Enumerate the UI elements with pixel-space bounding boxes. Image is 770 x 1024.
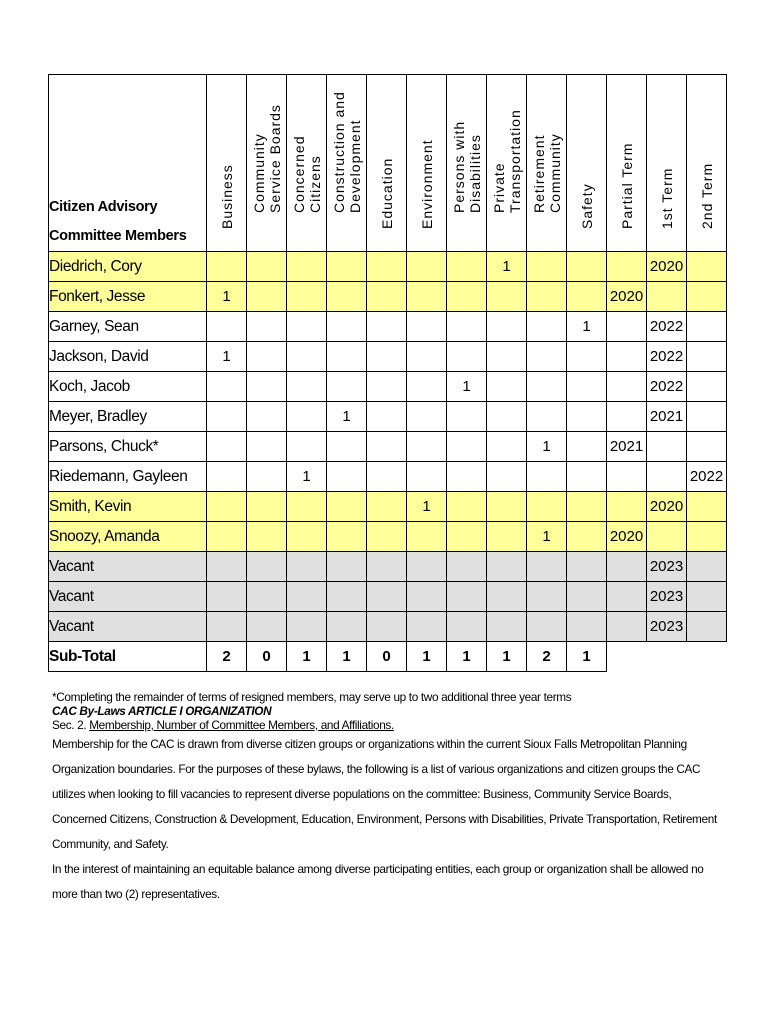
member-cell bbox=[407, 342, 447, 372]
member-cell bbox=[407, 462, 447, 492]
member-cell bbox=[247, 432, 287, 462]
member-cell bbox=[607, 552, 647, 582]
member-cell bbox=[287, 582, 327, 612]
member-name: Koch, Jacob bbox=[49, 372, 207, 402]
member-cell: 2022 bbox=[687, 462, 727, 492]
member-cell bbox=[407, 552, 447, 582]
member-cell bbox=[527, 582, 567, 612]
member-name: Fonkert, Jesse bbox=[49, 282, 207, 312]
table-header-row bbox=[49, 75, 727, 252]
member-cell bbox=[327, 372, 367, 402]
member-cell bbox=[687, 522, 727, 552]
member-cell bbox=[527, 252, 567, 282]
member-cell bbox=[287, 492, 327, 522]
column-header bbox=[327, 75, 367, 252]
subtotal-value: 1 bbox=[327, 642, 367, 672]
table-title-line2: Committee Members bbox=[49, 228, 187, 244]
member-cell bbox=[367, 522, 407, 552]
member-cell bbox=[327, 612, 367, 642]
member-cell bbox=[207, 582, 247, 612]
member-cell bbox=[207, 252, 247, 282]
column-header-text: Community bbox=[546, 133, 563, 213]
member-cell bbox=[287, 522, 327, 552]
section-prefix: Sec. 2. bbox=[52, 718, 90, 732]
member-name: Meyer, Bradley bbox=[49, 402, 207, 432]
column-header-text: Persons with bbox=[450, 120, 467, 213]
subtotal-value: 1 bbox=[567, 642, 607, 672]
column-header-label bbox=[291, 136, 323, 214]
column-header-label bbox=[219, 164, 235, 229]
member-cell bbox=[367, 372, 407, 402]
member-cell bbox=[367, 582, 407, 612]
footnote: *Completing the remainder of terms of resigned members, may serve up to two additional three year terms bbox=[52, 690, 572, 704]
member-cell bbox=[687, 342, 727, 372]
member-cell bbox=[207, 312, 247, 342]
column-header-text: Disabilities bbox=[466, 134, 483, 213]
member-cell bbox=[367, 432, 407, 462]
member-cell bbox=[527, 342, 567, 372]
member-cell bbox=[367, 402, 407, 432]
member-cell bbox=[447, 492, 487, 522]
member-cell bbox=[487, 612, 527, 642]
member-cell bbox=[407, 282, 447, 312]
column-header bbox=[567, 75, 607, 252]
member-cell bbox=[247, 492, 287, 522]
member-cell bbox=[647, 432, 687, 462]
column-header bbox=[287, 75, 327, 252]
member-cell: 1 bbox=[487, 252, 527, 282]
member-cell bbox=[567, 582, 607, 612]
member-cell bbox=[447, 252, 487, 282]
member-cell bbox=[367, 342, 407, 372]
member-cell bbox=[487, 402, 527, 432]
member-cell bbox=[327, 312, 367, 342]
member-cell bbox=[487, 432, 527, 462]
member-cell bbox=[327, 342, 367, 372]
column-header-text: Construction and bbox=[330, 91, 347, 213]
member-cell bbox=[607, 402, 647, 432]
column-header-text: Partial Term bbox=[618, 142, 635, 229]
member-cell bbox=[447, 582, 487, 612]
member-cell bbox=[367, 552, 407, 582]
member-cell: 2021 bbox=[647, 402, 687, 432]
member-cell bbox=[687, 552, 727, 582]
member-cell bbox=[247, 552, 287, 582]
member-cell bbox=[487, 462, 527, 492]
member-cell bbox=[447, 312, 487, 342]
subtotal-value: 1 bbox=[487, 642, 527, 672]
member-cell bbox=[207, 492, 247, 522]
column-header-label bbox=[659, 168, 675, 229]
member-cell bbox=[647, 282, 687, 312]
column-header bbox=[207, 75, 247, 252]
member-cell bbox=[247, 462, 287, 492]
column-header-label bbox=[331, 91, 363, 213]
member-cell bbox=[527, 312, 567, 342]
member-cell bbox=[687, 492, 727, 522]
member-cell bbox=[567, 252, 607, 282]
member-cell bbox=[327, 462, 367, 492]
member-cell: 2023 bbox=[647, 552, 687, 582]
member-cell bbox=[207, 432, 247, 462]
column-header-text: Education bbox=[378, 157, 395, 229]
subtotal-row bbox=[49, 642, 727, 672]
subtotal-value: 1 bbox=[407, 642, 447, 672]
column-header bbox=[487, 75, 527, 252]
member-row bbox=[49, 342, 727, 372]
member-row bbox=[49, 432, 727, 462]
table-title-line1: Citizen Advisory bbox=[49, 199, 158, 215]
member-cell bbox=[567, 282, 607, 312]
member-cell bbox=[407, 372, 447, 402]
member-cell: 1 bbox=[567, 312, 607, 342]
member-cell: 1 bbox=[327, 402, 367, 432]
member-cell bbox=[327, 492, 367, 522]
member-cell bbox=[327, 252, 367, 282]
member-cell bbox=[407, 612, 447, 642]
member-cell bbox=[207, 402, 247, 432]
member-cell bbox=[567, 522, 607, 552]
member-cell bbox=[567, 612, 607, 642]
member-cell bbox=[487, 522, 527, 552]
member-cell bbox=[527, 492, 567, 522]
member-cell bbox=[247, 372, 287, 402]
member-cell bbox=[407, 252, 447, 282]
column-header-text: Transportation bbox=[506, 109, 523, 213]
member-cell bbox=[207, 462, 247, 492]
member-cell bbox=[287, 252, 327, 282]
member-cell bbox=[447, 462, 487, 492]
member-cell bbox=[687, 402, 727, 432]
bylaws-notes bbox=[52, 690, 722, 907]
member-cell bbox=[327, 432, 367, 462]
member-row bbox=[49, 462, 727, 492]
member-row bbox=[49, 312, 727, 342]
member-cell bbox=[567, 432, 607, 462]
member-cell bbox=[327, 552, 367, 582]
member-name: Jackson, David bbox=[49, 342, 207, 372]
member-cell bbox=[607, 492, 647, 522]
member-cell bbox=[567, 552, 607, 582]
member-cell: 2022 bbox=[647, 342, 687, 372]
member-cell: 1 bbox=[207, 342, 247, 372]
member-cell bbox=[327, 522, 367, 552]
member-cell bbox=[287, 402, 327, 432]
member-cell bbox=[567, 462, 607, 492]
member-row bbox=[49, 552, 727, 582]
member-row bbox=[49, 522, 727, 552]
section-title: Membership, Number of Committee Members, and Affiliations. bbox=[89, 718, 394, 732]
member-row bbox=[49, 402, 727, 432]
member-cell bbox=[247, 312, 287, 342]
member-cell bbox=[607, 372, 647, 402]
member-cell bbox=[407, 582, 447, 612]
member-cell bbox=[447, 552, 487, 582]
member-cell bbox=[247, 612, 287, 642]
membership-paragraph: Membership for the CAC is drawn from diverse citizen groups or organizations within the current Sioux Falls Metropolitan Planning Organization boundaries. For the purposes of these bylaws, the following is a list of various organizations and citizen groups the CAC utilizes when looking to fill vacancies to represent diverse populations on the committee: Business, Community Service Boards, Concerned Citizens, Construction & Development, Education, Environment, Persons with Disabilities, Private Transportation, Retirement Community, and Safety. bbox=[52, 737, 717, 851]
column-header bbox=[367, 75, 407, 252]
column-header-label bbox=[531, 133, 563, 213]
member-cell: 1 bbox=[207, 282, 247, 312]
member-cell bbox=[367, 312, 407, 342]
committee-roster-table bbox=[48, 74, 727, 672]
member-cell bbox=[487, 582, 527, 612]
member-cell: 2021 bbox=[607, 432, 647, 462]
member-cell bbox=[687, 612, 727, 642]
member-cell bbox=[487, 342, 527, 372]
column-header-text: Service Boards bbox=[266, 104, 283, 213]
section-heading bbox=[52, 718, 722, 732]
member-cell: 2020 bbox=[607, 522, 647, 552]
member-cell bbox=[327, 282, 367, 312]
column-header bbox=[647, 75, 687, 252]
column-header-label bbox=[419, 139, 435, 229]
member-name: Smith, Kevin bbox=[49, 492, 207, 522]
member-cell bbox=[687, 432, 727, 462]
column-header-label bbox=[491, 109, 523, 213]
member-cell bbox=[207, 552, 247, 582]
member-cell bbox=[247, 342, 287, 372]
member-cell bbox=[207, 522, 247, 552]
member-cell bbox=[487, 492, 527, 522]
member-cell bbox=[607, 582, 647, 612]
member-cell bbox=[207, 612, 247, 642]
member-cell: 2023 bbox=[647, 612, 687, 642]
subtotal-value: 0 bbox=[367, 642, 407, 672]
member-cell bbox=[447, 612, 487, 642]
member-cell: 2020 bbox=[647, 492, 687, 522]
member-cell: 2022 bbox=[647, 372, 687, 402]
subtotal-value: 1 bbox=[287, 642, 327, 672]
member-cell bbox=[567, 372, 607, 402]
representation-paragraph: In the interest of maintaining an equitable balance among diverse participating entities, each group or organization shall be allowed no more than two (2) representatives. bbox=[52, 862, 704, 901]
member-cell bbox=[367, 282, 407, 312]
member-cell bbox=[607, 252, 647, 282]
subtotal-value: 0 bbox=[247, 642, 287, 672]
column-header-label bbox=[699, 163, 715, 229]
member-cell bbox=[687, 582, 727, 612]
column-header-text: Private bbox=[490, 162, 507, 213]
member-cell bbox=[407, 522, 447, 552]
subtotal-blank bbox=[607, 642, 727, 672]
member-cell bbox=[447, 432, 487, 462]
member-cell bbox=[287, 312, 327, 342]
member-cell bbox=[527, 402, 567, 432]
column-header-text: Environment bbox=[418, 139, 435, 229]
member-cell bbox=[527, 612, 567, 642]
member-row bbox=[49, 282, 727, 312]
member-name: Vacant bbox=[49, 612, 207, 642]
member-cell bbox=[487, 282, 527, 312]
member-cell bbox=[527, 552, 567, 582]
member-cell bbox=[527, 462, 567, 492]
member-cell bbox=[287, 432, 327, 462]
member-cell bbox=[247, 402, 287, 432]
column-header-text: 1st Term bbox=[658, 167, 675, 229]
member-cell bbox=[687, 252, 727, 282]
member-cell bbox=[567, 402, 607, 432]
member-cell: 2022 bbox=[647, 312, 687, 342]
member-cell bbox=[247, 522, 287, 552]
member-cell bbox=[487, 552, 527, 582]
member-cell bbox=[607, 342, 647, 372]
subtotal-label: Sub-Total bbox=[49, 642, 207, 672]
member-cell bbox=[447, 522, 487, 552]
member-cell: 2023 bbox=[647, 582, 687, 612]
member-row bbox=[49, 492, 727, 522]
column-header bbox=[607, 75, 647, 252]
member-cell: 1 bbox=[407, 492, 447, 522]
member-cell bbox=[367, 612, 407, 642]
member-cell bbox=[447, 282, 487, 312]
column-header bbox=[527, 75, 567, 252]
member-cell bbox=[527, 372, 567, 402]
member-cell bbox=[487, 372, 527, 402]
member-cell bbox=[487, 312, 527, 342]
column-header-label bbox=[579, 183, 595, 229]
member-cell bbox=[287, 372, 327, 402]
member-row bbox=[49, 252, 727, 282]
column-header-label bbox=[379, 158, 395, 229]
member-cell bbox=[287, 612, 327, 642]
column-header-text: Retirement bbox=[530, 134, 547, 213]
member-cell bbox=[527, 282, 567, 312]
column-header bbox=[687, 75, 727, 252]
member-cell: 1 bbox=[287, 462, 327, 492]
member-cell bbox=[367, 462, 407, 492]
member-cell bbox=[407, 402, 447, 432]
member-name: Diedrich, Cory bbox=[49, 252, 207, 282]
member-cell bbox=[287, 342, 327, 372]
member-cell bbox=[367, 492, 407, 522]
member-name: Riedemann, Gayleen bbox=[49, 462, 207, 492]
member-cell bbox=[447, 342, 487, 372]
subtotal-value: 1 bbox=[447, 642, 487, 672]
column-header-text: Concerned bbox=[290, 135, 307, 213]
column-header-text: Community bbox=[250, 133, 267, 213]
member-cell: 1 bbox=[527, 432, 567, 462]
member-cell bbox=[207, 372, 247, 402]
column-header bbox=[447, 75, 487, 252]
column-header bbox=[247, 75, 287, 252]
member-cell bbox=[327, 582, 367, 612]
member-cell: 2020 bbox=[647, 252, 687, 282]
member-cell bbox=[607, 462, 647, 492]
member-name: Vacant bbox=[49, 552, 207, 582]
member-cell bbox=[447, 402, 487, 432]
member-name: Vacant bbox=[49, 582, 207, 612]
column-header-text: 2nd Term bbox=[698, 162, 715, 229]
member-cell bbox=[567, 492, 607, 522]
column-header-text: Development bbox=[346, 119, 363, 213]
member-cell: 1 bbox=[527, 522, 567, 552]
member-cell bbox=[607, 312, 647, 342]
subtotal-value: 2 bbox=[527, 642, 567, 672]
member-cell bbox=[567, 342, 607, 372]
member-row bbox=[49, 372, 727, 402]
bylaws-heading: CAC By-Laws ARTICLE I ORGANIZATION bbox=[52, 704, 272, 718]
column-header-text: Business bbox=[218, 164, 235, 229]
subtotal-value: 2 bbox=[207, 642, 247, 672]
column-header-label bbox=[619, 143, 635, 229]
member-cell bbox=[247, 282, 287, 312]
member-row bbox=[49, 612, 727, 642]
column-header-label bbox=[251, 104, 283, 213]
member-cell bbox=[687, 282, 727, 312]
table-title bbox=[49, 75, 207, 252]
member-cell: 1 bbox=[447, 372, 487, 402]
member-cell bbox=[407, 312, 447, 342]
member-cell bbox=[607, 612, 647, 642]
member-cell bbox=[687, 372, 727, 402]
column-header-label bbox=[451, 121, 483, 213]
member-cell bbox=[287, 282, 327, 312]
member-cell: 2020 bbox=[607, 282, 647, 312]
member-name: Parsons, Chuck* bbox=[49, 432, 207, 462]
member-cell bbox=[647, 522, 687, 552]
member-cell bbox=[287, 552, 327, 582]
member-cell bbox=[687, 312, 727, 342]
member-name: Snoozy, Amanda bbox=[49, 522, 207, 552]
member-cell bbox=[367, 252, 407, 282]
member-cell bbox=[247, 582, 287, 612]
column-header bbox=[407, 75, 447, 252]
member-name: Garney, Sean bbox=[49, 312, 207, 342]
member-row bbox=[49, 582, 727, 612]
member-cell bbox=[407, 432, 447, 462]
member-cell bbox=[647, 462, 687, 492]
member-cell bbox=[247, 252, 287, 282]
column-header-text: Citizens bbox=[306, 155, 323, 213]
column-header-text: Safety bbox=[578, 183, 595, 229]
